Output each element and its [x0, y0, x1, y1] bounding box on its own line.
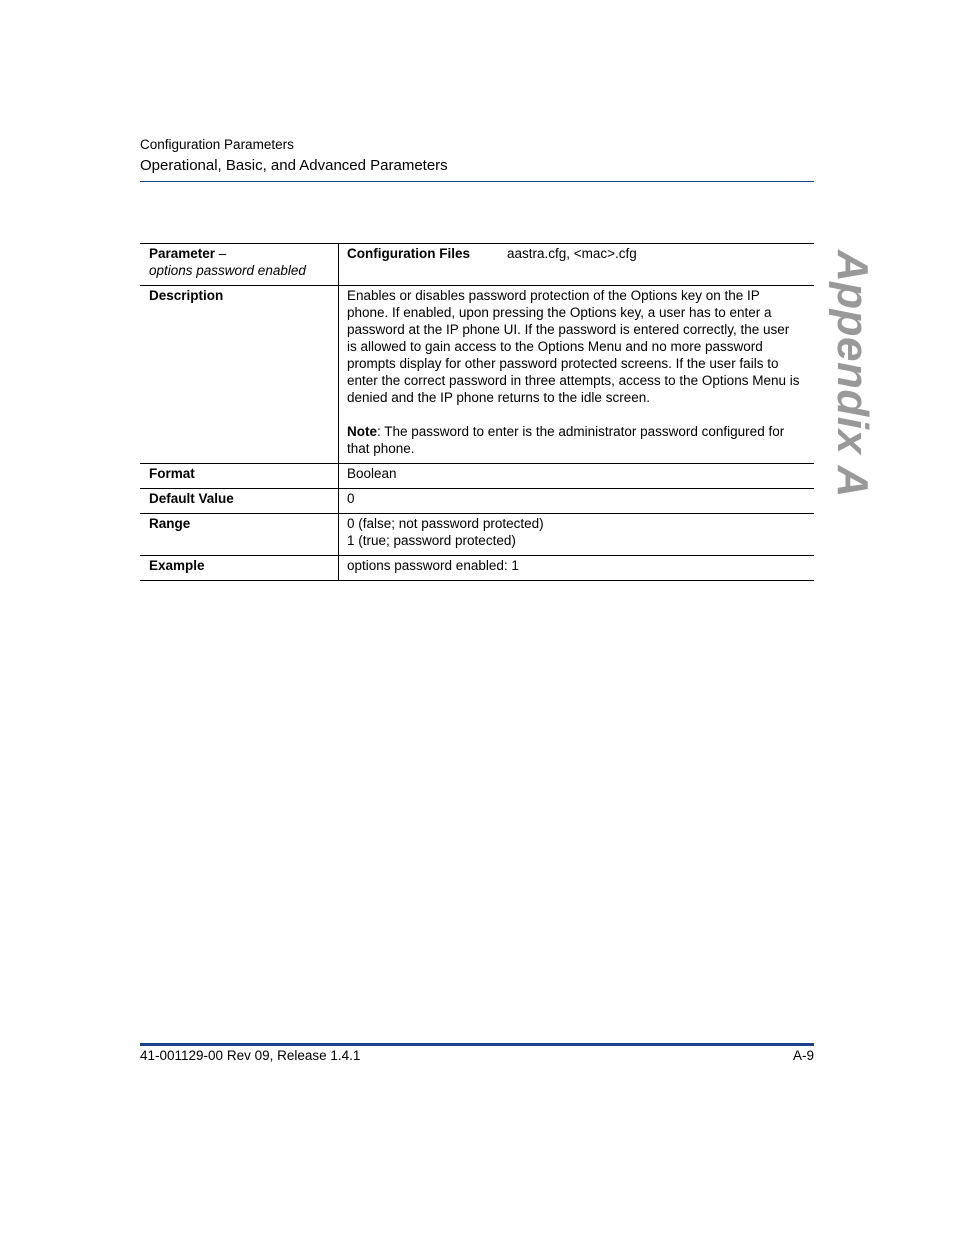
example-label: Example — [140, 556, 339, 581]
config-files-cell — [339, 244, 815, 286]
format-value: Boolean — [339, 464, 815, 489]
running-header-section: Operational, Basic, and Advanced Parameters — [140, 157, 448, 174]
default-label: Default Value — [140, 489, 339, 514]
table-row-parameter — [140, 244, 814, 286]
description-text: Enables or disables password protection of the Options key on the IP phone. If enabled, upon pressing the Options key, a user has to enter a password at the IP phone UI. If the password is entered correctly, the user is allowed to gain access to the Options Menu and no more password prompts display for other password protected screens. If the user fails to enter the correct password in three attempts, access to the Options Menu is denied and the IP phone returns to the idle screen. — [347, 288, 800, 405]
table-row-example — [140, 556, 814, 581]
table-row-range — [140, 514, 814, 556]
default-value: 0 — [339, 489, 815, 514]
format-label: Format — [140, 464, 339, 489]
config-files-value: aastra.cfg, <mac>.cfg — [507, 246, 637, 261]
footer-page-number: A-9 — [792, 1048, 814, 1063]
footer-rule — [140, 1043, 814, 1046]
table-row-format — [140, 464, 814, 489]
range-line-1: 0 (false; not password protected) — [347, 516, 544, 531]
parameter-label-cell — [140, 244, 339, 286]
description-label: Description — [140, 286, 339, 464]
header-rule — [140, 181, 814, 182]
description-cell — [339, 286, 815, 464]
appendix-side-tab: Appendix A — [828, 250, 877, 498]
parameter-name: options password enabled — [149, 263, 306, 278]
range-label: Range — [140, 514, 339, 556]
range-cell — [339, 514, 815, 556]
note-text: : The password to enter is the administrator password configured for that phone. — [347, 424, 785, 456]
table-row-description — [140, 286, 814, 464]
table-row-default — [140, 489, 814, 514]
note-label: Note — [347, 424, 377, 439]
parameter-dash: – — [215, 246, 227, 261]
footer-doc-id: 41-001129-00 Rev 09, Release 1.4.1 — [140, 1048, 361, 1063]
config-files-label: Configuration Files — [347, 246, 470, 261]
parameter-label: Parameter — [149, 246, 216, 261]
running-header-chapter: Configuration Parameters — [140, 137, 294, 152]
range-line-2: 1 (true; password protected) — [347, 533, 516, 548]
example-value: options password enabled: 1 — [339, 556, 815, 581]
parameter-table — [140, 243, 814, 581]
